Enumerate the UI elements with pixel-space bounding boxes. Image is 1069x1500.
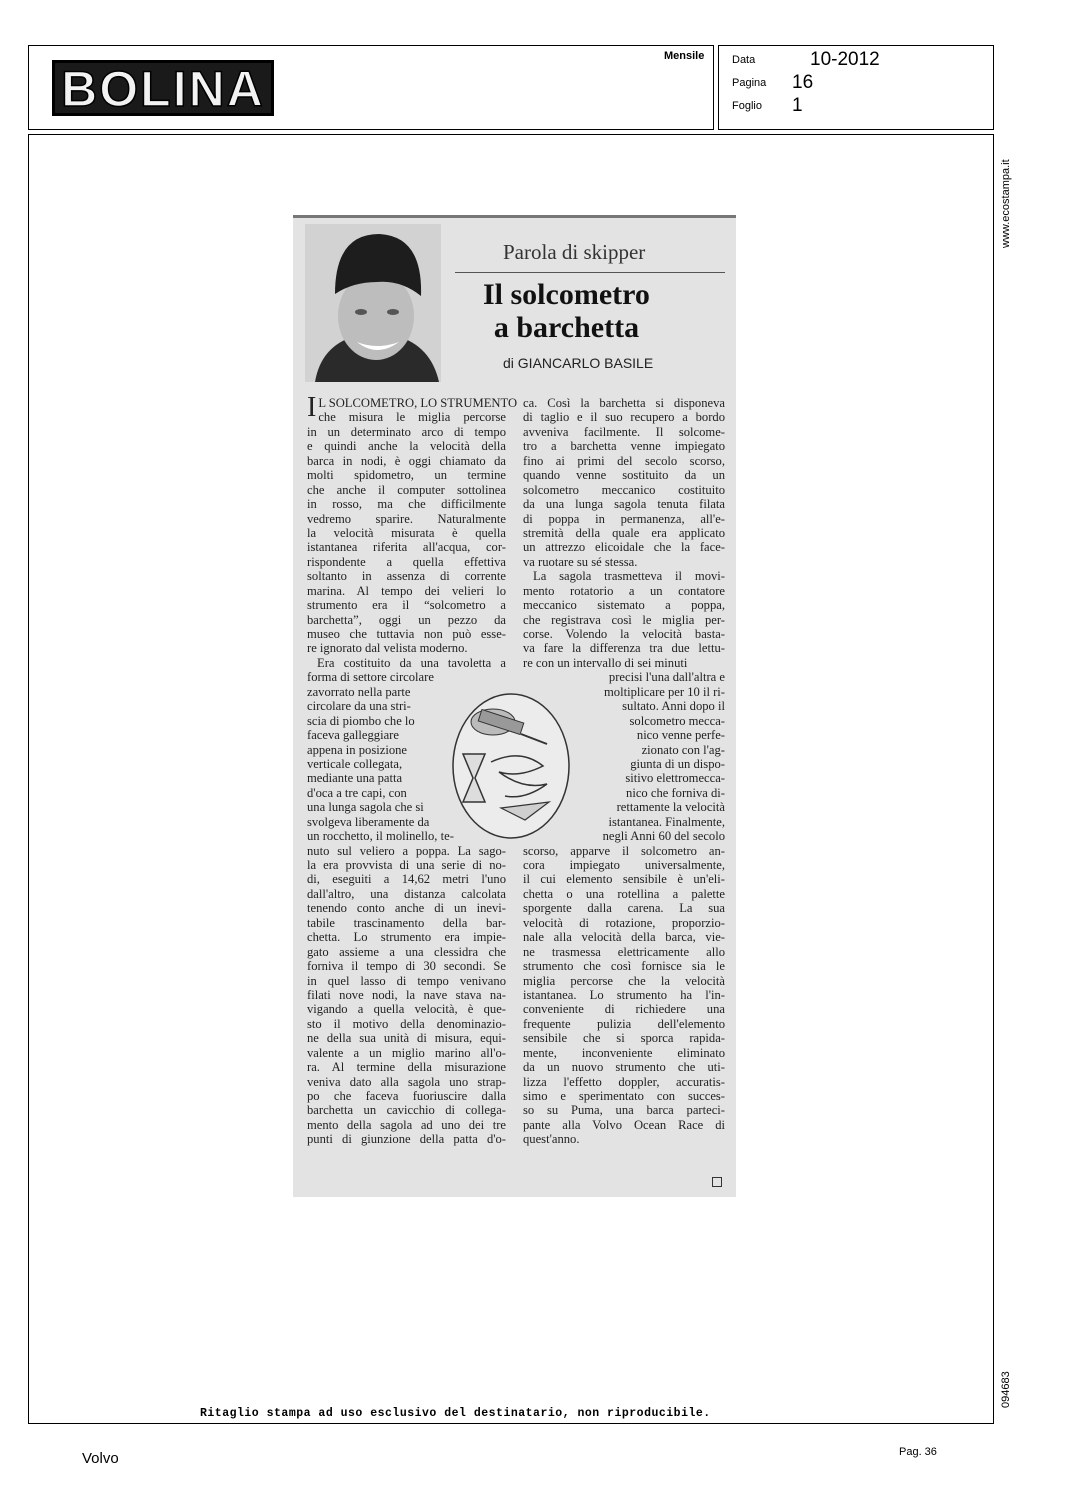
date-label: Data (732, 54, 756, 66)
text-line-content: nico che forniva di- (626, 785, 725, 800)
text-line (523, 512, 725, 526)
text-line-content: di, eseguiti a 14,62 metri l'uno (307, 872, 506, 887)
text-line (523, 1103, 725, 1117)
text-line (523, 945, 725, 959)
text-line (307, 844, 506, 858)
text-line-content: museo che tuttavia non può esse- (307, 627, 506, 641)
text-line (585, 699, 725, 713)
text-line (307, 685, 457, 699)
drop-cap: I (307, 392, 317, 423)
text-line (307, 974, 506, 988)
text-line (523, 1118, 725, 1132)
text-line (307, 1089, 506, 1103)
text-line (307, 584, 506, 598)
text-line-content: nuto sul veliero a poppa. La sago- (307, 843, 506, 858)
text-line (307, 757, 439, 771)
text-line-content: velocità di rotazione, proporzio- (523, 915, 725, 930)
author-photo (305, 224, 441, 382)
text-line-content: mediante una patta (307, 771, 403, 786)
text-line-content: quest'anno. (523, 1132, 580, 1147)
page-label: Pagina (732, 77, 767, 89)
text-line-content: ra. Al termine della misurazione (307, 1060, 506, 1075)
text-line (307, 988, 506, 1002)
text-line-content: un rocchetto, il molinello, te- (307, 829, 454, 844)
text-line (307, 540, 506, 554)
text-line (307, 728, 439, 742)
text-line (523, 410, 725, 424)
text-line (307, 656, 506, 670)
text-line-content: il cui elemento sensibile è un'eli- (523, 872, 725, 887)
text-line-content: zionato con l'ag- (641, 742, 725, 757)
text-line (523, 988, 725, 1002)
text-line-content: sultato. Anni dopo il (622, 699, 725, 714)
text-line (595, 728, 725, 742)
text-line (593, 771, 725, 785)
text-line-content: che registrava così le miglia per- (523, 612, 725, 627)
text-line-content: vedremo sparire. Naturalmente (307, 511, 506, 526)
text-line-content: po che faceva fuoriuscire dalla (307, 1089, 506, 1103)
text-line-content: che anche il computer sottolinea (307, 482, 506, 497)
text-line (595, 743, 725, 757)
text-line (595, 757, 725, 771)
text-line (523, 930, 725, 944)
text-line-content: sensibile che si sporca rapida- (523, 1031, 725, 1046)
text-line (307, 771, 439, 785)
text-line-content: rettamente la velocità (616, 800, 725, 815)
text-line-content: chetta o una rotellina a palette (523, 886, 725, 901)
website-text: www.ecostampa.it (1000, 159, 1012, 248)
text-line (571, 815, 725, 829)
text-line-content: stremità della quale era applicato (523, 525, 725, 540)
text-line-content: un attrezzo elicoidale che la face- (523, 540, 725, 555)
text-line-content: nico venne perfe- (636, 728, 725, 743)
text-line-content: che misura le miglia percorse (318, 410, 506, 425)
text-line-content: strumento che così fornisce sia le (523, 959, 725, 974)
text-line-content: verticale collegata, (307, 756, 403, 771)
text-line-content: frequente pulizia dell'elemento (523, 1016, 725, 1031)
text-line (523, 526, 725, 540)
footer-page-number: Pag. 36 (899, 1446, 937, 1458)
page-value: 16 (792, 72, 814, 93)
headline (483, 278, 650, 344)
text-line (523, 901, 725, 915)
text-line-content: gato assieme a una clessidra che (307, 944, 506, 959)
text-line-content: solcometro mecca- (629, 713, 725, 728)
text-line (307, 1060, 506, 1074)
archive-code: 094683 (1000, 1371, 1012, 1408)
text-line-content: barchetta”, oggi un pezzo da (307, 612, 506, 627)
text-line (307, 743, 439, 757)
text-line-content: tenendo conto anche di un inevi- (307, 901, 506, 916)
text-line (583, 800, 725, 814)
footer-company: Volvo (82, 1450, 119, 1467)
headline-line-1: Il solcometro (483, 278, 650, 311)
text-line (565, 670, 725, 684)
text-line (523, 641, 725, 655)
text-line-content: cora impiegato universalmente, (523, 858, 725, 872)
svg-text:BOLINA: BOLINA (61, 61, 265, 116)
text-line (523, 483, 725, 497)
text-line (523, 1060, 725, 1074)
text-line (307, 439, 506, 453)
text-line-content: barca in nodi, è oggi chiamato da (307, 453, 506, 468)
text-line-content: nale alla velocità della barca, vie- (523, 930, 725, 945)
text-line (307, 1075, 506, 1089)
text-line (307, 901, 506, 915)
text-line-content: una lunga sagola che si (307, 800, 424, 815)
text-line (307, 425, 506, 439)
text-line-content: forma di settore circolare (307, 670, 434, 685)
text-line-content: conveniente di richiedere una (523, 1002, 725, 1017)
text-line-content: mento rotatorio a un contatore (523, 583, 725, 598)
sheet-label: Foglio (732, 100, 762, 112)
text-line (523, 916, 725, 930)
text-line-content: di poppa in permanenza, all'e- (523, 511, 725, 526)
text-line (523, 584, 725, 598)
text-line-content: da un nuovo strumento che uti- (523, 1060, 725, 1075)
text-line-content: giunta di un dispo- (630, 756, 725, 771)
text-line-content: corse. Volendo la velocità basta- (523, 627, 725, 641)
bolina-logo (52, 60, 274, 116)
text-line-content: L SOLCOMETRO, LO STRUMENTO (318, 396, 518, 410)
text-line (307, 483, 506, 497)
text-line (307, 916, 506, 930)
text-line-content: avveniva facilmente. Il solcome- (523, 424, 725, 439)
text-line-content: in rosso, ma che difficilmente (307, 497, 506, 512)
rubric-title: Parola di skipper (503, 240, 646, 264)
text-line-content: istantanea riferita all'acqua, cor- (307, 540, 506, 555)
text-line-content: simo e sperimentato con succes- (523, 1089, 725, 1103)
text-line-content: fino ai primi del secolo scorso, (523, 453, 725, 468)
text-line (523, 1031, 725, 1045)
text-line-content: barchetta un cavicchio di collega- (307, 1103, 506, 1118)
text-line-content: d'oca a tre capi, con (307, 785, 407, 800)
text-line-content: strumento era il “solcometro a (307, 598, 506, 613)
text-line (307, 1132, 506, 1146)
text-line-content: dall'altro, una distanza calcolata (307, 886, 506, 901)
text-line (307, 930, 506, 944)
text-line (523, 959, 725, 973)
text-line-content: Era costituito da una tavoletta a (317, 655, 506, 670)
text-line (523, 425, 725, 439)
rubric-rule (455, 272, 725, 273)
text-line (307, 454, 506, 468)
text-line (307, 872, 506, 886)
log-line-illustration (451, 692, 571, 840)
text-line-content: appena in posizione (307, 742, 408, 757)
text-line (523, 598, 725, 612)
text-line-content: rispondente a quella effettiva (307, 554, 506, 569)
text-line (523, 454, 725, 468)
text-line (307, 800, 447, 814)
text-line-content: ne della sua unità di misura, equi- (307, 1031, 506, 1046)
text-line (523, 497, 725, 511)
text-line (307, 598, 506, 612)
text-line-content: molti spidometro, un termine (307, 468, 506, 483)
text-line (523, 844, 725, 858)
text-line (307, 1002, 506, 1016)
text-line (307, 613, 506, 627)
text-line-content: meccanico sistemato a poppa, (523, 598, 725, 613)
text-line-content: istantanea. Lo strumento ha l'in- (523, 987, 725, 1002)
text-line-content: scia di piombo che lo (307, 713, 415, 728)
text-line-content: circolare da una stri- (307, 699, 411, 714)
text-line-content: ca. Così la barchetta si disponeva (523, 396, 725, 410)
text-line-content: tabile trascinamento della bar- (307, 915, 506, 930)
text-line (523, 1075, 725, 1089)
text-line (307, 410, 506, 424)
text-line (307, 714, 443, 728)
text-line (307, 699, 447, 713)
text-line-content: punti di giunzione della patta d'o- (307, 1132, 506, 1147)
text-line (523, 1017, 725, 1031)
footer-notice: Ritaglio stampa ad uso esclusivo del destinatario, non riproducibile. (200, 1407, 711, 1420)
text-line (523, 1089, 725, 1103)
text-line-content: La sagola trasmetteva il movi- (533, 569, 725, 584)
text-line-content: va fare la differenza tra due lettu- (523, 641, 725, 656)
text-line-content: la era provvista di una serie di no- (307, 858, 506, 872)
text-line (307, 959, 506, 973)
text-line-content: vigando a quella velocità, è que- (307, 1002, 506, 1017)
text-line (523, 613, 725, 627)
text-line (523, 872, 725, 886)
text-line (523, 887, 725, 901)
text-line (307, 569, 506, 583)
text-line-content: istantanea. Finalmente, (608, 814, 725, 829)
text-line (307, 815, 457, 829)
text-line-content: in un determinato arco di tempo (307, 424, 506, 439)
text-line-content: miglia percorse che la velocità (523, 973, 725, 988)
text-line (523, 656, 725, 670)
text-line-content: sporgente dalla carena. La sua (523, 901, 725, 916)
text-line-content: pante alla Volvo Ocean Race di (523, 1117, 725, 1132)
text-line-content: re ignorato dal velista moderno. (307, 641, 468, 656)
text-line (307, 497, 506, 511)
text-line-content: tro a barchetta venne impiegato (523, 439, 725, 454)
text-line-content: soltanto in assenza di corrente (307, 569, 506, 584)
text-line (307, 1031, 506, 1045)
text-line (307, 786, 443, 800)
text-line (307, 1103, 506, 1117)
text-line-content: scorso, apparve il solcometro an- (523, 843, 725, 858)
text-line (523, 555, 725, 569)
byline: di GIANCARLO BASILE (503, 355, 654, 371)
text-line-content: sto il motivo della denominazio- (307, 1016, 506, 1031)
text-line (523, 569, 725, 583)
text-line-content: forniva il tempo di 30 secondi. Se (307, 959, 506, 974)
date-value: 10-2012 (810, 49, 880, 70)
text-line (523, 1132, 725, 1146)
text-line (307, 1046, 506, 1060)
text-line-content: moltiplicare per 10 il ri- (604, 684, 725, 699)
text-line-content: valente a un miglio marino all'o- (307, 1045, 506, 1060)
text-line (591, 714, 725, 728)
text-line (523, 1046, 725, 1060)
text-line (307, 1118, 506, 1132)
text-line-content: zavorrato nella parte (307, 684, 411, 699)
text-line (307, 627, 506, 641)
text-line (307, 468, 506, 482)
text-line (523, 540, 725, 554)
text-line-content: mente, inconveniente eliminato (523, 1045, 725, 1060)
text-line (307, 945, 506, 959)
text-line (307, 512, 506, 526)
text-line (523, 974, 725, 988)
text-line-content: veniva dato alla sagola uno strap- (307, 1074, 506, 1089)
text-line (307, 526, 506, 540)
end-mark (712, 1177, 722, 1187)
text-line-content: precisi l'una dall'altra e (608, 670, 725, 685)
text-line (523, 396, 725, 410)
text-line (307, 641, 506, 655)
text-line (523, 439, 725, 453)
text-line-content: lizza l'effetto doppler, accuratis- (523, 1074, 725, 1089)
text-line-content: negli Anni 60 del secolo (602, 829, 725, 844)
text-line (307, 1017, 506, 1031)
text-line (307, 858, 506, 872)
text-line-content: di taglio e il suo recupero a bordo (523, 410, 725, 425)
text-line (307, 555, 506, 569)
frequency-label: Mensile (664, 50, 705, 62)
text-line-content: so su Puma, una barca parteci- (523, 1103, 725, 1118)
article-clipping (293, 215, 736, 1197)
text-line-content: marina. Al tempo dei velieri lo (307, 583, 506, 598)
text-line-content: chetta. Lo strumento era impie- (307, 930, 506, 945)
text-line-content: in quel lasso di tempo venivano (307, 973, 506, 988)
text-line (575, 685, 725, 699)
text-line (589, 786, 725, 800)
text-line-content: faceva galleggiare (307, 728, 399, 743)
text-line-content: ne trasmessa elettricamente allo (523, 944, 725, 959)
text-line-content: va ruotare su sé stessa. (523, 554, 638, 569)
text-line-content: re con un intervallo di sei minuti (523, 655, 688, 670)
text-line-content: filati nove nodi, la nave stava na- (307, 987, 506, 1002)
text-line-content: solcometro meccanico costituito (523, 482, 725, 497)
text-line (553, 829, 725, 843)
text-line-content: sitivo elettromecca- (625, 771, 725, 786)
headline-line-2: a barchetta (493, 311, 640, 344)
text-line-content: e quindi anche la velocità della (307, 439, 506, 454)
text-line (523, 627, 725, 641)
text-line-content: mento della sagola ad uno dei tre (307, 1117, 506, 1132)
text-line-content: la velocità misurata è quella (307, 525, 506, 540)
text-line (523, 858, 725, 872)
text-line-content: quando venne sostituito da un (523, 468, 725, 483)
text-line (307, 670, 467, 684)
text-line-content: svolgeva liberamente da (307, 814, 430, 829)
text-line (523, 1002, 725, 1016)
text-line-content: da una lunga sagola tenuta filata (523, 497, 725, 512)
text-line (523, 468, 725, 482)
text-line (307, 887, 506, 901)
sheet-value: 1 (792, 95, 803, 116)
